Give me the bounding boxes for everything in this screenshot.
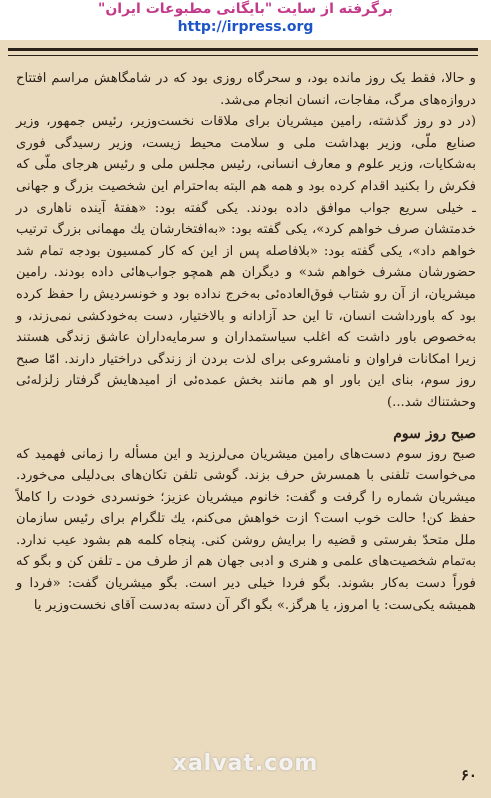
paragraph-2: (در دو روز گذشته، رامین میشریان برای ملاقات نخست‌وزیر، رئیس جمهور، وزیر صنایع ملّی، وزیر بهداشت ملی و سلامت محیط زیست، وزیر رسیدگی فوری به‌شکایات، وزیر علوم و معارف انسانی، رئیس مجلس ملی و رئیس هرجای ملّی که فکرش را بکنید اقدام کرده بود و همه هم البته به‌احترام این شخصیت بزرگ و جهانی ـ خیلی سریع جواب موافق داده بودند. یکی گفته بود: «هفتهٔ آینده ناهاری در خدمتشان صرف خواهم کرد»، یکی گفته بود: «به‌افتخارشان یك مهمانی بزرگ ترتیب خواهم داد»، یکی گفته بود: «بلافاصله پس از این که کار کمسیون بودجه تمام شد حضورشان مشرف خواهم شد» و دیگران هم همچو جواب‌هائی داده بودند. رامین میشریان، از آن رو شتاب فوق‌العاده‌ئی به‌خرج نداده بود و خونسردیش را حفظ کرده بود که باورداشت انسان، تا این حد آزادانه و بالاختیار، دست به‌خودکشی نمی‌زند، و به‌خصوص باور داشت که اغلب سیاستمداران و سرمایه‌داران عاشق زندگی هستند زیرا امکانات فراوان و نامشروعی برای لذت بردن از زندگی دراختیار دارند. امّا صبح روز سوم، بنای این باور او هم مانند بخش عمده‌ئی از امیدهایش گرفتار زلزله‌ئی وحشتناك شد...): [16, 114, 476, 410]
paragraph-3: صبح روز سوم دست‌های رامین میشریان می‌لرزید و این مسأله را زمانی فهمید که می‌خواست تلفنی با همسرش حرف بزند. گوشی تلفن تکان‌های بی‌دلیلی می‌خورد. میشریان شماره را گرفت و گفت: خانوم میشریان عزیز؛ خونسردی خودت را کاملاً حفظ کن! حالت خوب است؟ ازت خواهش می‌کنم، یك تلگرام برای رئیس سازمان ملل متحدّ بفرستی و قضیه را برایش روشن کنی. پنجاه کلمه هم بشود عیب ندارد. به‌تمام شخصیت‌های علمی و هنری و ادبی جهان هم از طرف من ـ تلفن کن و بگو که فوراً دست به‌کار بشوند. بگو فردا خیلی دیر است. بگو میشریان گفت: «فردا و همیشه یکی‌ست: یا امروز، یا هرگز.» بگو اگر آن دسته به‌دست آقای نخست‌وزیر یا: [16, 446, 476, 613]
header-rule-thin: [8, 55, 478, 56]
body-text: [16, 68, 476, 616]
watermark-text: xalvat.com: [172, 751, 319, 776]
banner-title: برگرفته از سایت "بایگانی مطبوعات ایران": [98, 1, 393, 17]
source-banner: [0, 0, 491, 40]
header-rule-thick: [8, 48, 478, 51]
banner-url-link[interactable]: http://irpress.org: [177, 19, 314, 35]
section-heading: صبح روز سوم: [393, 425, 476, 442]
paragraph-1: و حالا، فقط یک روز مانده بود، و سحرگاه روزی بود که در شامگاهش مراسم افتتاح دروازه‌های مرگ، مفاجات، انسان انجام می‌شد.: [16, 71, 476, 108]
page-number: ۶۰: [460, 766, 477, 784]
